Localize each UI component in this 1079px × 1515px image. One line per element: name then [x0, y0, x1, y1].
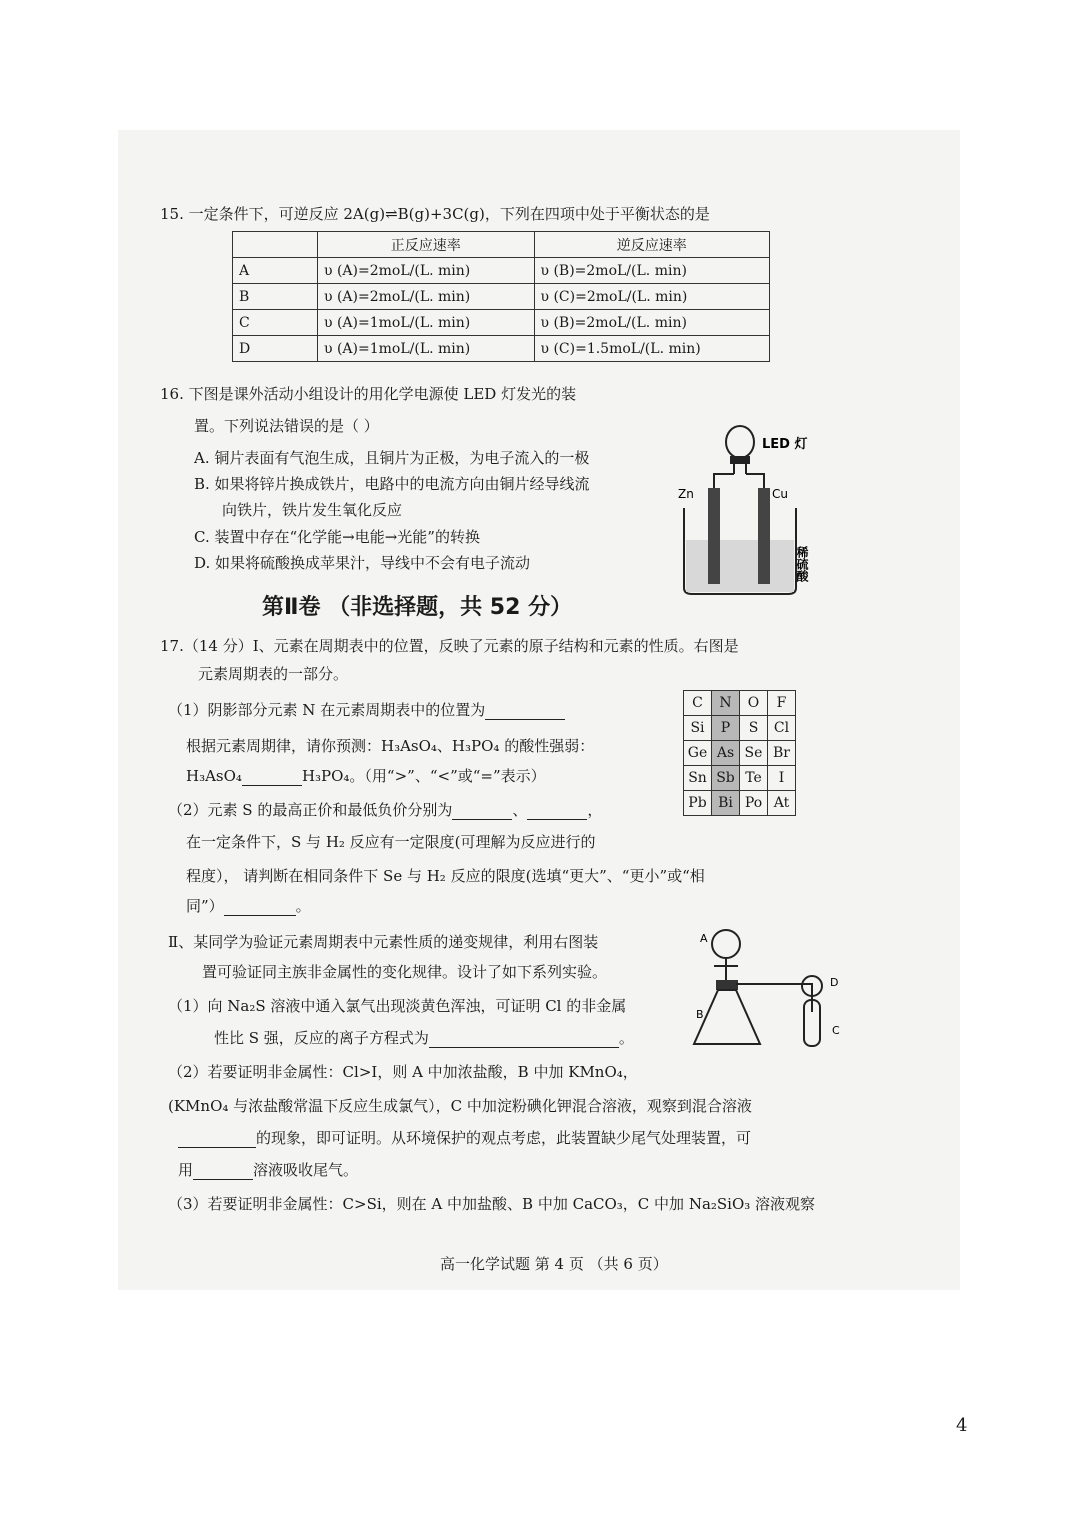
q17-1c-pre: H₃AsO₄	[186, 767, 242, 785]
q17-e2d-post: 溶液吸收尾气。	[253, 1161, 359, 1179]
element-cell: Br	[768, 741, 796, 766]
element-cell-shaded: P	[712, 716, 740, 741]
q17-2c: 程度）， 请判断在相同条件下 Se 与 H₂ 反应的限度(选填“更大”、“更小”或“相	[186, 867, 705, 885]
q17-2a: （2）元素 S 的最高正价和最低负价分别为 、 ，	[168, 801, 603, 819]
element-cell-shaded: Bi	[712, 791, 740, 816]
q17-e2d	[178, 1160, 358, 1180]
answer-blank[interactable]	[527, 803, 587, 820]
element-cell: Pb	[684, 791, 712, 816]
answer-blank[interactable]	[178, 1131, 256, 1148]
q17-e2a: （2）若要证明非金属性：Cl>I，则 A 中加浓盐酸，B 中加 KMnO₄，	[168, 1063, 638, 1081]
q16-option-a: A. 铜片表面有气泡生成，且铜片为正极，为电子流入的一极	[194, 449, 590, 467]
answer-blank[interactable]	[224, 899, 296, 916]
cu-label: Cu	[772, 487, 788, 501]
reverse-rate: υ (B)=2moL/(L. min)	[534, 258, 770, 284]
element-cell: Se	[740, 741, 768, 766]
forward-rate: υ (A)=1moL/(L. min)	[318, 336, 535, 362]
row-label: C	[233, 310, 318, 336]
element-cell: Te	[740, 766, 768, 791]
q17-intro-1: 17.（14 分）Ⅰ、元素在周期表中的位置，反映了元素的原子结构和元素的性质。右图是	[160, 637, 739, 655]
forward-rate: υ (A)=1moL/(L. min)	[318, 310, 535, 336]
reverse-rate: υ (C)=1.5moL/(L. min)	[534, 336, 770, 362]
q15-stem: 15. 一定条件下，可逆反应 2A(g)⇌B(g)+3C(g)，下列在四项中处于平衡状态的是	[160, 205, 710, 223]
q17-1a	[168, 700, 565, 720]
galvanic-cell-figure	[670, 418, 830, 598]
q17-e2c	[178, 1128, 751, 1148]
q17-1a-text: （1）阴影部分元素 N 在元素周期表中的位置为	[168, 701, 486, 719]
q17-2d-text: 同”）	[186, 897, 224, 915]
q16-option-b-2: 向铁片，铁片发生氧化反应	[222, 501, 403, 519]
section-2-title: 第Ⅱ卷 （非选择题，共 52 分）	[262, 595, 573, 620]
page-footer: 高一化学试题 第 4 页 （共 6 页）	[440, 1255, 668, 1273]
answer-blank[interactable]	[429, 1031, 619, 1048]
q16-option-c: C. 装置中存在“化学能→电能→光能”的转换	[194, 528, 480, 546]
table-row	[233, 310, 770, 336]
conical-flask	[694, 990, 760, 1044]
q17-e3: （3）若要证明非金属性：C>Si，则在 A 中加盐酸、B 中加 CaCO₃，C 中加 Na₂SiO₃ 溶液观察	[168, 1195, 816, 1213]
element-cell: Ge	[684, 741, 712, 766]
q17-1b: 根据元素周期律，请你预测：H₃AsO₄、H₃PO₄ 的酸性强弱：	[186, 737, 595, 755]
label-b: B	[696, 1008, 704, 1021]
q16-option-d: D. 如果将硫酸换成苹果汁，导线中不会有电子流动	[194, 554, 531, 572]
zn-electrode	[708, 488, 720, 584]
table-row	[233, 336, 770, 362]
element-cell: S	[740, 716, 768, 741]
wire-left	[714, 474, 734, 488]
element-cell-shaded: As	[712, 741, 740, 766]
q17-e1b: 性比 S 强，反应的离子方程式为 。	[214, 1029, 634, 1047]
element-cell: I	[768, 766, 796, 791]
q17-1c-post: H₃PO₄。（用“>”、“<”或“=”表示）	[301, 767, 546, 785]
q17-2d: 同”） 。	[186, 897, 311, 915]
element-cell: C	[684, 691, 712, 716]
table-row	[233, 284, 770, 310]
row-label: A	[233, 258, 318, 284]
led-base	[730, 456, 750, 464]
acid-label: 稀硫酸	[795, 546, 809, 582]
stopper	[716, 980, 738, 990]
separatory-funnel	[712, 930, 740, 958]
row-label: B	[233, 284, 318, 310]
wire-right	[746, 474, 764, 488]
row-label: D	[233, 336, 318, 362]
element-cell: Si	[684, 716, 712, 741]
q17-e1b-text: 性比 S 强，反应的离子方程式为	[214, 1029, 429, 1047]
element-cell: At	[768, 791, 796, 816]
forward-rate: υ (A)=2moL/(L. min)	[318, 258, 535, 284]
answer-blank[interactable]	[242, 769, 302, 786]
q16-stem-1: 16. 下图是课外活动小组设计的用化学电源使 LED 灯发光的装	[160, 385, 577, 403]
q17-e2c-text: 的现象，即可证明。从环境保护的观点考虑，此装置缺少尾气处理装置，可	[256, 1129, 752, 1147]
table-corner	[233, 232, 318, 258]
q17-2a-text: （2）元素 S 的最高正价和最低负价分别为	[168, 801, 453, 819]
q16-option-b-1: B. 如果将锌片换成铁片，电路中的电流方向由铜片经导线流	[194, 475, 590, 493]
cu-electrode	[758, 488, 770, 584]
q17-1c	[186, 766, 546, 786]
element-cell: Sn	[684, 766, 712, 791]
led-label: LED 灯	[762, 437, 808, 452]
label-c: C	[832, 1024, 840, 1037]
label-a: A	[700, 932, 708, 945]
zn-label: Zn	[678, 487, 694, 501]
q17-e2b: (KMnO₄ 与浓盐酸常温下反应生成氯气），C 中加淀粉碘化钾混合溶液，观察到混合溶液	[168, 1097, 752, 1115]
element-cell: Cl	[768, 716, 796, 741]
q17-2b: 在一定条件下，S 与 H₂ 反应有一定限度(可理解为反应进行的	[186, 833, 596, 851]
element-cell: F	[768, 691, 796, 716]
label-d: D	[830, 976, 839, 989]
q17-e2d-pre: 用	[178, 1161, 194, 1179]
q17-intro-2: 元素周期表的一部分。	[198, 665, 349, 683]
answer-blank[interactable]	[452, 803, 512, 820]
periodic-table-fragment	[683, 690, 796, 816]
apparatus-figure	[686, 922, 846, 1050]
q17-e1a: （1）向 Na₂S 溶液中通入氯气出现淡黄色浑浊，可证明 Cl 的非金属	[168, 997, 627, 1015]
q16-stem-2: 置。下列说法错误的是（ ）	[194, 417, 379, 435]
header-forward-rate: 正反应速率	[318, 232, 535, 258]
q17-part2-2: 置可验证同主族非金属性的变化规律。设计了如下系列实验。	[202, 963, 608, 981]
q15-rate-table	[232, 231, 770, 362]
element-cell-shaded: Sb	[712, 766, 740, 791]
header-reverse-rate: 逆反应速率	[534, 232, 770, 258]
acid-solution	[686, 540, 794, 592]
answer-blank[interactable]	[485, 703, 565, 720]
delivery-tube	[736, 984, 812, 1012]
reverse-rate: υ (B)=2moL/(L. min)	[534, 310, 770, 336]
q17-part2-1: Ⅱ、某同学为验证元素周期表中元素性质的递变规律，利用右图装	[168, 933, 599, 951]
element-cell: O	[740, 691, 768, 716]
element-cell: Po	[740, 791, 768, 816]
table-row	[233, 258, 770, 284]
reverse-rate: υ (C)=2moL/(L. min)	[534, 284, 770, 310]
forward-rate: υ (A)=2moL/(L. min)	[318, 284, 535, 310]
answer-blank[interactable]	[193, 1163, 253, 1180]
page-number: 4	[956, 1415, 968, 1436]
led-bulb-icon	[726, 426, 754, 458]
element-cell-shaded: N	[712, 691, 740, 716]
